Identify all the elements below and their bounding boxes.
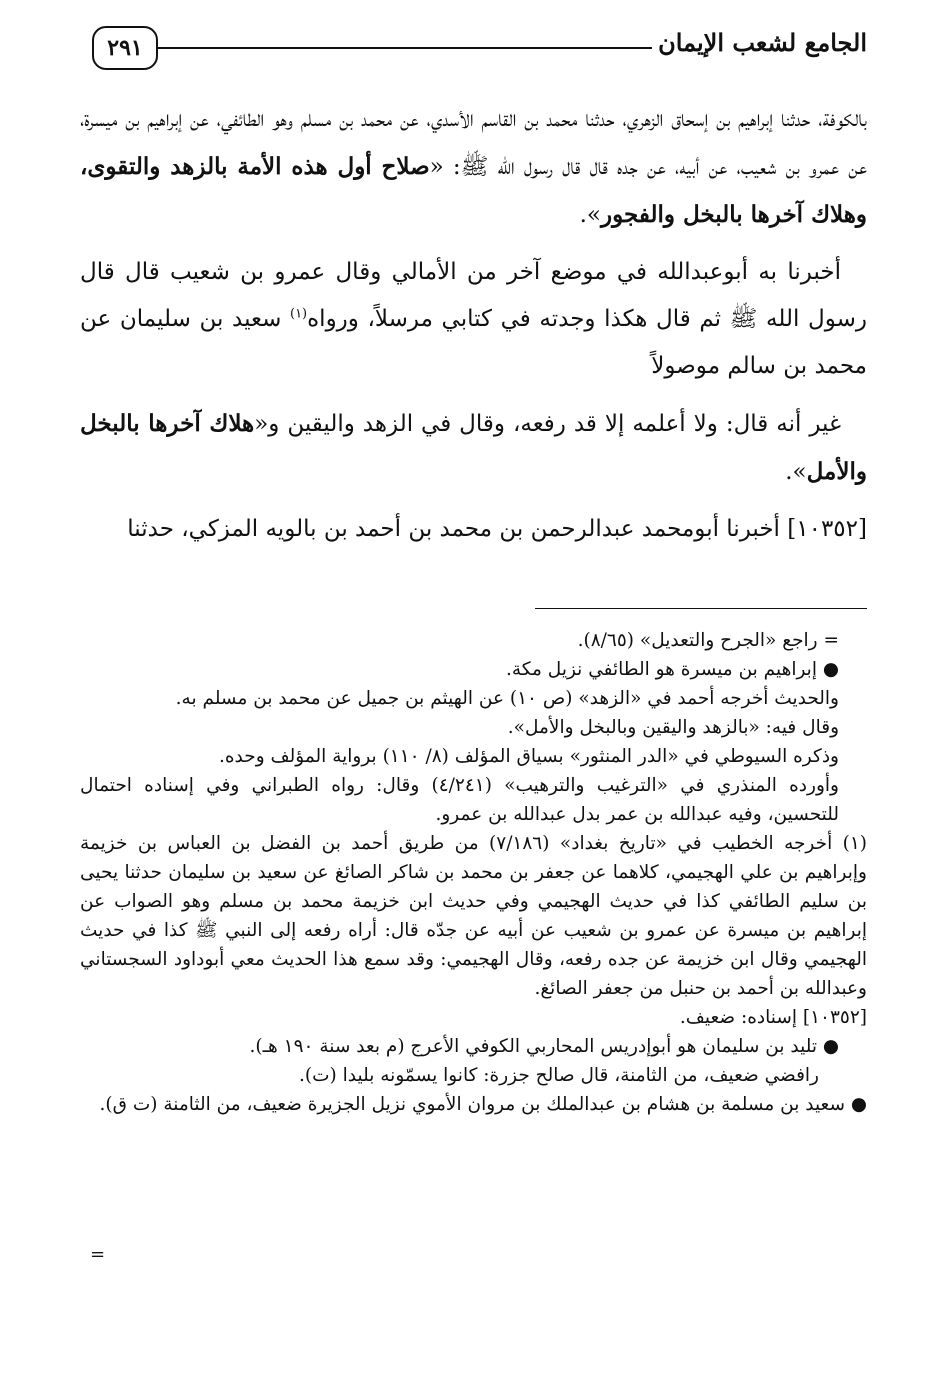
- continuation-mark: =: [90, 1244, 106, 1265]
- footnote-separator: [535, 608, 867, 609]
- paragraph-2-end: سعيد بن سليمان عن محمد بن سالم موصولاً: [80, 306, 867, 379]
- footnotes: [80, 626, 867, 1119]
- footnote-line: والحديث أخرجه أحمد في «الزهد» (ص ١٠) عن الهيثم بن جميل عن محمد بن مسلم به.: [175, 688, 839, 709]
- paragraph-4: [80, 506, 867, 553]
- footnote-line: ● سعيد بن مسلمة بن هشام بن عبدالملك بن مروان الأموي نزيل الجزيرة ضعيف، من الثامنة (ت ق).: [99, 1094, 867, 1115]
- paragraph-3-end: ».: [785, 459, 807, 485]
- footnote-line: وقال فيه: «بالزهد واليقين وبالبخل والأمل».: [507, 717, 839, 738]
- paragraph-2-text: أخبرنا به أبوعبدالله في موضع آخر من الأمالي وقال عمرو بن شعيب قال قال رسول الله ﷺ ثم قال هكذا وجدته في كتابي مرسلاً، ورواه: [80, 259, 867, 332]
- paragraph-2: [80, 249, 867, 390]
- paragraph-1-text: بالكوفة، حدثنا إبراهيم بن إسحاق الزهري، حدثنا محمد بن القاسم الأسدي، عن محمد بن مسلم وهو الطائفي، عن إبراهيم بن ميسرة، عن عمرو بن شعيب، عن أبيه، عن جده قال قال رسول الله ﷺ: «: [80, 106, 868, 180]
- footnote-1: (١) أخرجه الخطيب في «تاريخ بغداد» (٧/١٨٦) من طريق أحمد بن الفضل بن العباس بن خزيمة وإبراهيم بن علي الهجيمي، كلاهما عن جعفر بن محمد بن شاكر الصائغ عن سعيد بن سليمان حدثنا يحيى بن سليم الطائفي كذا في حديث الهجيمي وفي حديث ابن خزيمة محمد بن مسلم وهو الصواب عن إبراهيم بن ميسرة عن عمرو بن شعيب عن أبيه عن جدّه قال: أراه رفعه إلى النبي ﷺ كذا في حديث الهجيمي وقال ابن خزيمة عن جده رفعه، وقال الهجيمي: وقد سمع هذا الحديث معي أبوداود السجستاني وعبدالله بن أحمد بن حنبل من جعفر الصائغ.: [80, 833, 868, 999]
- main-text: [80, 96, 867, 563]
- footnote-line: وذكره السيوطي في «الدر المنثور» بسياق المؤلف (٨/ ١١٠) برواية المؤلف وحده.: [218, 746, 839, 767]
- footnote-ref-1: (١): [289, 306, 308, 322]
- paragraph-3: [80, 400, 867, 496]
- hadith-quote-1: صلاح أول هذه الأمة بالزهد والتقوى، وهلاك آخرها بالبخل والفجور: [80, 153, 867, 228]
- footnote-line: ● تليد بن سليمان هو أبوإدريس المحاربي الكوفي الأعرج (م بعد سنة ١٩٠ هـ).: [249, 1036, 839, 1057]
- page-header: [92, 24, 867, 74]
- footnote-line: رافضي ضعيف، من الثامنة، قال صالح جزرة: كانوا يسمّونه بليدا (ت).: [299, 1065, 819, 1086]
- running-title: الجامع لشعب الإيمان: [658, 28, 867, 57]
- footnote-isnad: [١٠٣٥٢] إسناده: ضعيف.: [679, 1007, 867, 1028]
- hadith-quote-2: هلاك آخرها بالبخل والأمل: [80, 410, 867, 485]
- paragraph-4-text: [١٠٣٥٢] أخبرنا أبومحمد عبدالرحمن بن محمد بن أحمد بن بالويه المزكي، حدثنا: [127, 516, 867, 542]
- footnote-line: ● إبراهيم بن ميسرة هو الطائفي نزيل مكة.: [506, 659, 839, 680]
- footnote-line: = راجع «الجرح والتعديل» (٨/٦٥).: [577, 630, 839, 651]
- header-rule: [158, 47, 652, 49]
- paragraph-3-text: غير أنه قال: ولا أعلمه إلا قد رفعه، وقال في الزهد واليقين و«: [254, 411, 841, 437]
- page-number: ٢٩١: [92, 26, 158, 70]
- paragraph-1-end: ».: [579, 202, 602, 228]
- footnote-line: وأورده المنذري في «الترغيب والترهيب» (٤/٢٤١) وقال: رواه الطبراني وفي إسناده احتمال للتحسين، وفيه عبدالله بن عمر بدل عبدالله بن عمرو.: [80, 775, 839, 825]
- paragraph-1: [80, 96, 867, 239]
